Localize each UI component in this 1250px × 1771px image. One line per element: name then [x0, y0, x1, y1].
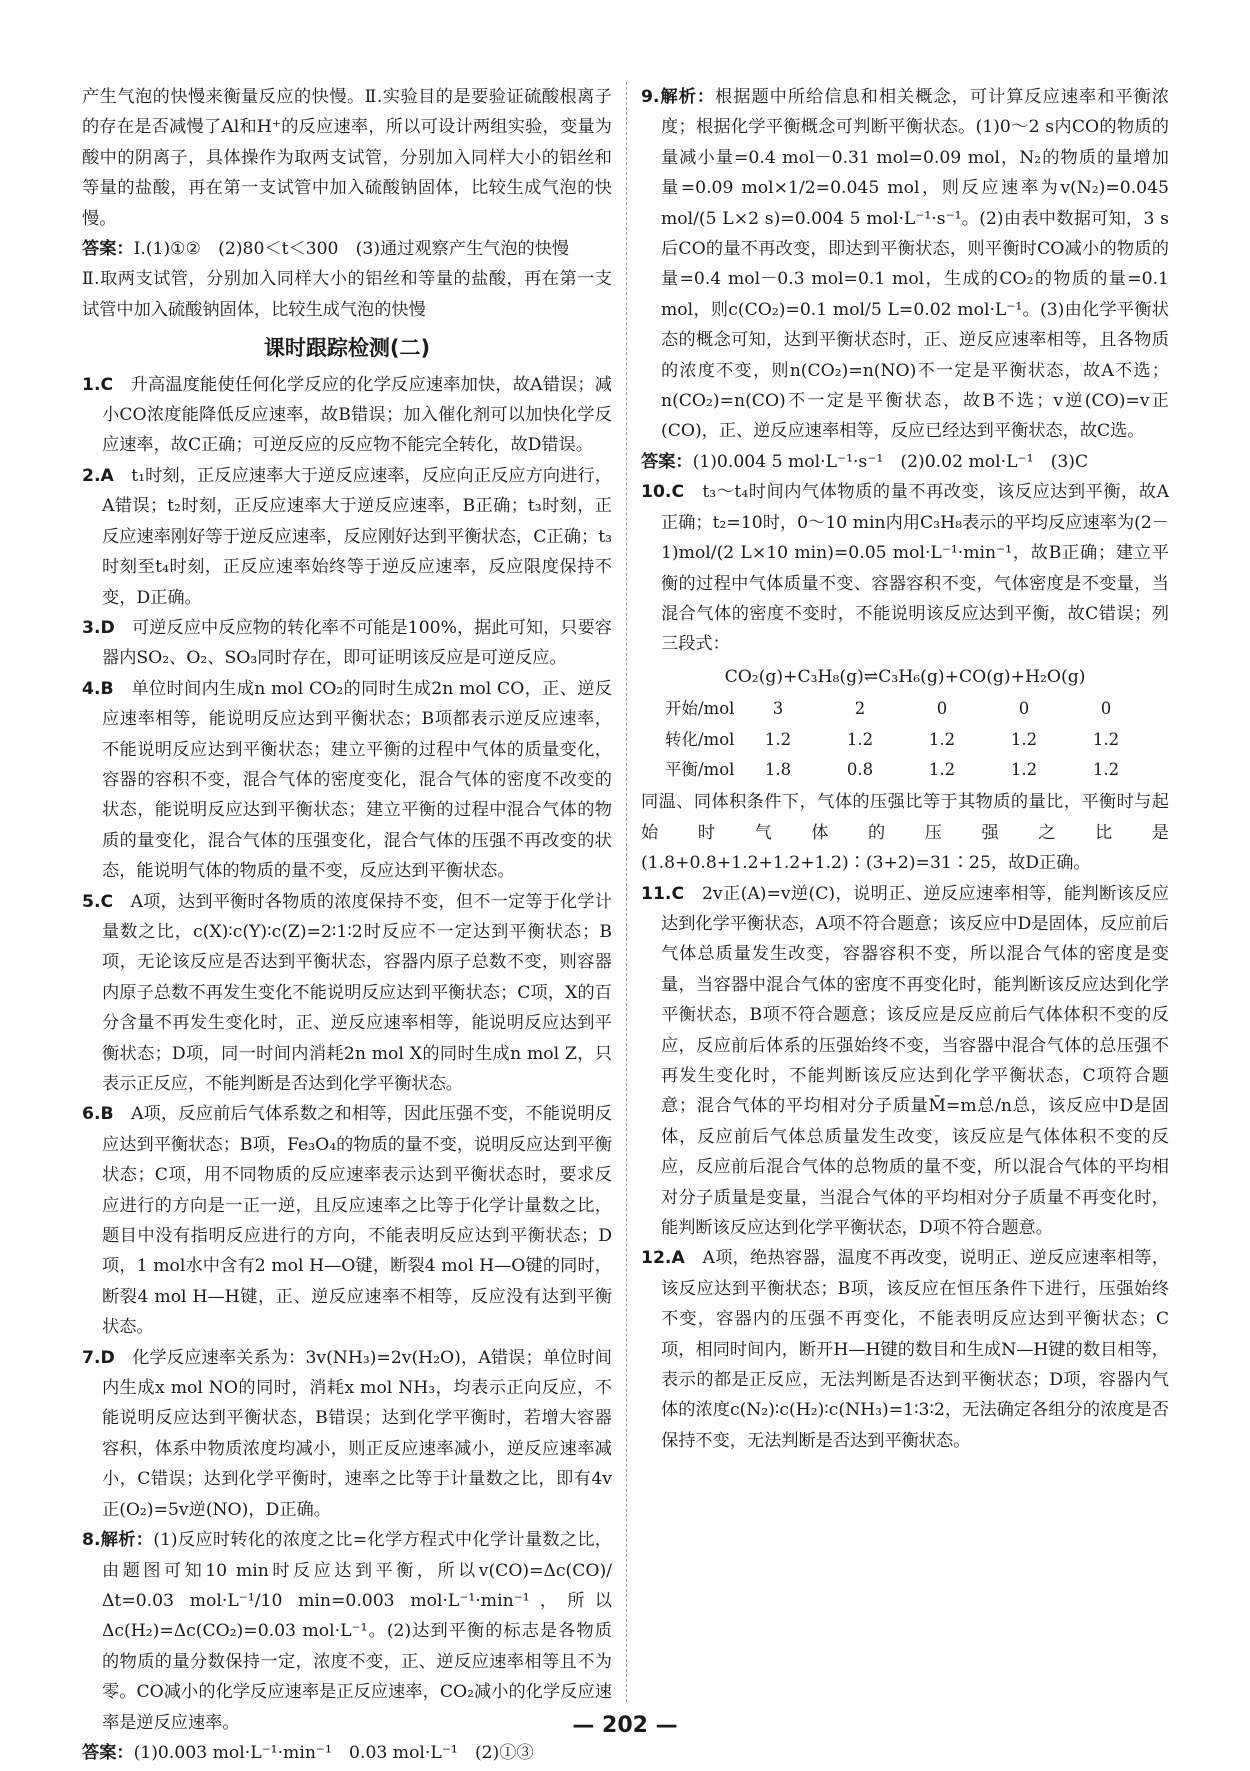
item-number: 4.B [82, 678, 114, 699]
table-cell: 1.2 [846, 729, 874, 749]
answer-label: 答案： [82, 239, 134, 260]
question-item-7 [82, 1343, 612, 1525]
reaction-equation: CO₂(g)+C₃H₈(g)⇌C₃H₆(g)+CO(g)+H₂O(g) [724, 666, 1086, 687]
item-text: 根据题中所给信息和相关概念，可计算反应速率和平衡浓度；根据化学平衡概念可判断平衡状态。(1)0～2 s内CO的物质的量减小量=0.4 mol－0.31 mol=0.09 mol，N₂的物质的量增加量=0.09 mol×1/2=0.045 mol，则反应速率为v(N₂)=0.045 mol/(5 L×2 s)=0.004 5 mol·L⁻¹·s⁻¹。(2)由表中数据可知，3 s后CO的量不再改变，即达到平衡状态，则平衡时CO减小的物质的量=0.4 mol－0.3 mol=0.1 mol，生成的CO₂的物质的量=0.1 mol，则c(CO₂)=0.1 mol/5 L=0.02 mol·L⁻¹。(3)由化学平衡状态的概念可知，达到平衡状态时，正、逆反应速率相等，且各物质的浓度不变，则n(CO₂)=n(NO)不一定是平衡状态，故A不选；n(CO₂)=n(CO)不一定是平衡状态，故B不选；v逆(CO)=v正(CO)，正、逆反应速率相等，反应已经达到平衡状态，故C选。 [661, 87, 1169, 442]
table-cell: 0.8 [846, 759, 874, 779]
item-number: 1.C [82, 374, 114, 395]
item-10-conclusion: 同温、同体积条件下，气体的压强比等于其物质的量比，平衡时与起始时气体的压强之比是(1.8+0.8+1.2+1.2+1.2)∶(3+2)=31∶25，故D正确。 [641, 792, 1169, 874]
item-text: A项，反应前后气体系数之和相等，因此压强不变，不能说明反应达到平衡状态；B项，Fe₃O₄的物质的量不变，说明反应达到平衡状态；C项，用不同物质的反应速率表示达到平衡状态时，要求反应进行的方向是一正一逆，且反应速率之比等于化学计量数之比，题目中没有指明反应进行的方向，不能表明反应达到平衡状态；D项，1 mol水中含有2 mol H—O键，断裂4 mol H—O键的同时，断裂4 mol H—H键，正、逆反应速率不相等，反应没有达到平衡状态。 [102, 1104, 612, 1338]
table-cell: 1.2 [1010, 729, 1038, 749]
intro-paragraph: 产生气泡的快慢来衡量反应的快慢。Ⅱ.实验目的是要验证硫酸根离子的存在是否减慢了Al和H⁺的反应速率，所以可设计两组实验，变量为酸中的阴离子，具体操作为取两支试管，分别加入同样大小的铝丝和等量的盐酸，再在第一支试管中加入硫酸钠固体，比较生成气泡的快慢。 [82, 87, 612, 229]
question-item-1 [82, 370, 612, 461]
table-row [665, 755, 1147, 785]
answer-block-8 [82, 1738, 612, 1768]
item-text: A项，绝热容器，温度不再改变，说明正、逆反应速率相等，该反应达到平衡状态；B项，该反应在恒压条件下进行，压强始终不变，容器内的压强不再变化，不能表明反应达到平衡状态；C项，相同时间内，断开H—H键的数目和生成N—H键的数目相等，表示的都是正反应，无法判断是否达到平衡状态；D项，容器内气体的浓度c(N₂)∶c(H₂)∶c(NH₃)=1∶3∶2，无法确定各组分的浓度是否保持不变，无法判断是否达到平衡状态。 [661, 1248, 1169, 1451]
table-cell: 平衡/mol [665, 759, 735, 779]
left-column [82, 82, 612, 1768]
question-item-11 [641, 879, 1169, 1244]
item-text: 单位时间内生成n mol CO₂的同时生成2n mol CO，正、逆反应速率相等，能说明反应达到平衡状态；B项都表示逆反应速率，不能说明反应达到平衡状态；建立平衡的过程中气体的质量变化，容器的容积不变，混合气体的密度变化，混合气体的密度不改变的状态，能说明反应达到平衡状态；建立平衡的过程中混合气体的物质的量变化，混合气体的压强变化，混合气体的压强不再改变的状态，能说明气体的物质的量不变，反应达到平衡状态。 [102, 678, 612, 882]
question-item-4 [82, 674, 612, 887]
item-number: 3.D [82, 617, 115, 638]
page-number: — 202 — [572, 1713, 678, 1738]
item-number: 11.C [641, 883, 685, 904]
item-number: 6.B [82, 1104, 114, 1125]
column-divider [626, 82, 628, 1702]
answer-block-9 [641, 447, 1169, 477]
table-row [665, 725, 1147, 755]
answer-block-2: Ⅱ.取两支试管，分别加入同样大小的铝丝和等量的盐酸，再在第一支试管中加入硫酸钠固体，比较生成气泡的快慢 [82, 269, 612, 320]
answer-block-1 [82, 234, 612, 264]
question-item-2 [82, 461, 612, 613]
item-text: (1)反应时转化的浓度之比=化学方程式中化学计量数之比，由题图可知10 min时反应达到平衡，所以v(CO)=Δc(CO)/Δt=0.03 mol·L⁻¹/10 min=0.003 mol·L⁻¹·min⁻¹，所以Δc(H₂)=Δc(CO₂)=0.03 mol·L⁻¹。(2)达到平衡的标志是各物质的物质的量分数保持一定，浓度不变，正、逆反应速率相等且不为零。CO减小的化学反应速率是正反应速率，CO₂减小的化学反应速率是逆反应速率。 [102, 1530, 612, 1733]
item-number: 9.解析： [641, 87, 716, 107]
question-item-3 [82, 613, 612, 674]
item-text: t₁时刻，正反应速率大于逆反应速率，反应向正反应方向进行，A错误；t₂时刻，正反应速率大于逆反应速率，B正确；t₃时刻，正反应速率刚好等于逆反应速率，反应刚好达到平衡状态，C正确；t₃时刻至t₄时刻，正反应速率始终等于逆反应速率，反应限度保持不变，D正确。 [102, 465, 612, 608]
table-cell: 1.2 [1092, 759, 1120, 779]
item-text: 2v正(A)=v逆(C)，说明正、逆反应速率相等，能判断该反应达到化学平衡状态，A项不符合题意；该反应中D是固体，反应前后气体总质量发生改变，容器容积不变，所以混合气体的密度是变量，当容器中混合气体的密度不再变化时，能判断该反应达到化学平衡状态，B项不符合题意；该反应是反应前后气体体积不变的反应，反应前后体系的压强始终不变，当容器中混合气体的总压强不再发生变化时，不能判断该反应达到化学平衡状态，C项符合题意；混合气体的平均相对分子质量M̄=m总/n总，该反应中D是固体，反应前后气体总质量发生改变，该反应是气体体积不变的反应，反应前后混合气体的总物质的量不变，所以混合气体的平均相对分子质量是变量，当混合气体的平均相对分子质量不再变化时，能判断该反应达到化学平衡状态，D项不符合题意。 [661, 883, 1169, 1239]
table-cell: 1.8 [764, 759, 792, 779]
item-text: 可逆反应中反应物的转化率不可能是100%，据此可知，只要容器内SO₂、O₂、SO₃同时存在，即可证明该反应是可逆反应。 [102, 617, 612, 669]
item-text: A项，达到平衡时各物质的浓度保持不变，但不一定等于化学计量数之比，c(X)∶c(Y)∶c(Z)=2∶1∶2时反应不一定达到平衡状态；B项，无论该反应是否达到平衡状态，容器内原子总数不变，则容器内原子总数不再发生变化不能说明反应达到平衡状态；C项，X的百分含量不再发生变化时，正、逆反应速率相等，能说明反应达到平衡状态；D项，同一时间内消耗2n mol X的同时生成n mol Z，只表示正反应，不能判断是否达到化学平衡状态。 [102, 891, 612, 1094]
answer-text: (1)0.003 mol·L⁻¹·min⁻¹ 0.03 mol·L⁻¹ (2)①③ [133, 1742, 534, 1763]
question-item-10 [641, 477, 1169, 659]
table-cell: 1.2 [928, 729, 956, 749]
question-item-8 [82, 1525, 612, 1738]
table-cell: 3 [772, 699, 784, 719]
table-cell: 1.2 [1010, 759, 1038, 779]
item-number: 2.A [82, 465, 114, 486]
item-text: t₃～t₄时间内气体物质的量不再改变，该反应达到平衡，故A正确；t₂=10时，0～10 min内用C₃H₈表示的平均反应速率为(2－1)mol/(2 L×10 min)=0.05 mol·L⁻¹·min⁻¹，故B正确；建立平衡的过程中气体质量不变、容器容积不变，气体密度是不变量，当混合气体的密度不变时，不能说明该反应达到平衡，故C错误；列三段式： [661, 482, 1169, 655]
table-row [665, 694, 1147, 724]
answer-label: 答案： [82, 1742, 134, 1763]
question-item-12 [641, 1243, 1169, 1456]
item-text: 升高温度能使任何化学反应的化学反应速率加快，故A错误；减小CO浓度能降低反应速率，故B错误；加入催化剂可以加快化学反应速率，故C正确；可逆反应的反应物不能完全转化，故D错误。 [102, 374, 612, 456]
item-number: 10.C [641, 482, 685, 503]
three-stage-table [665, 694, 1147, 785]
item-number: 8.解析： [82, 1530, 154, 1551]
answer-label: 答案： [641, 451, 693, 472]
table-cell: 1.2 [764, 729, 792, 749]
question-item-5 [82, 887, 612, 1100]
item-text: 化学反应速率关系为：3v(NH₃)=2v(H₂O)，A错误；单位时间内生成x mol NO的同时，消耗x mol NH₃，均表示正向反应，不能说明反应达到平衡状态，B错误；达到化学平衡时，若增大容器容积，体系中物质浓度均减小，则正反应速率减小，逆反应速率减小，C错误；达到化学平衡时，速率之比等于计量数之比，即有4v正(O₂)=5v逆(NO)，D正确。 [102, 1347, 612, 1520]
answer-text: (1)0.004 5 mol·L⁻¹·s⁻¹ (2)0.02 mol·L⁻¹ (3)C [692, 451, 1089, 472]
answer-text: Ⅰ.(1)①② (2)80＜t＜300 (3)通过观察产生气泡的快慢 [133, 239, 570, 260]
table-cell: 1.2 [928, 759, 956, 779]
table-cell: 0 [936, 699, 948, 719]
item-number: 5.C [82, 891, 114, 912]
section-title: 课时跟踪检测(二) [263, 336, 431, 361]
item-number: 12.A [641, 1248, 685, 1269]
question-item-9 [641, 82, 1169, 447]
table-cell: 转化/mol [665, 729, 735, 749]
table-cell: 0 [1018, 699, 1030, 719]
item-number: 7.D [82, 1347, 115, 1368]
question-item-6 [82, 1099, 612, 1342]
table-cell: 1.2 [1092, 729, 1120, 749]
right-column [641, 82, 1169, 1456]
table-cell: 0 [1100, 699, 1112, 719]
table-cell: 开始/mol [665, 699, 735, 719]
table-cell: 2 [854, 699, 866, 719]
